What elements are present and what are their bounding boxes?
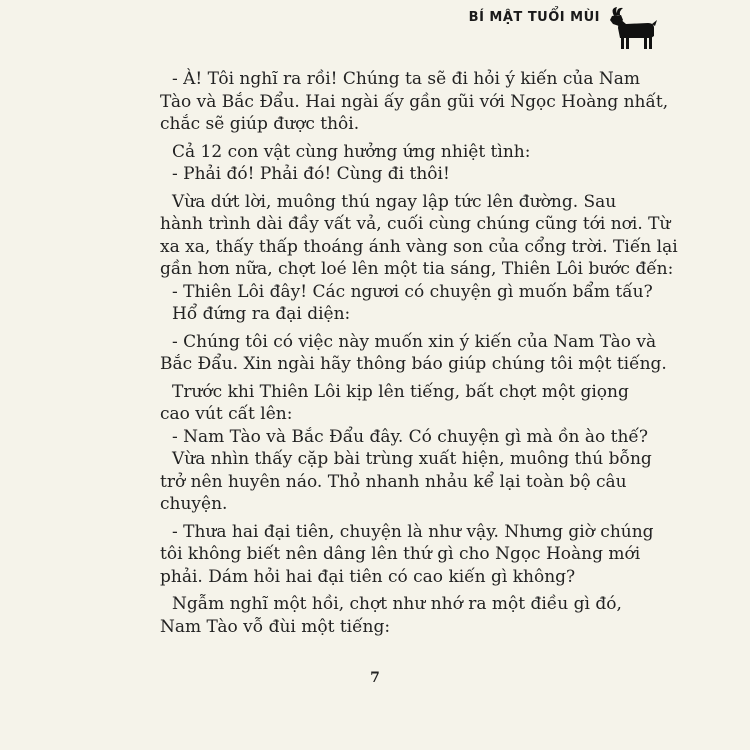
text-line: hành trình dài đầy vất vả, cuối cùng chúng cũng tới nơi. Từ <box>160 214 671 234</box>
text-line: xa xa, thấy thấp thoáng ánh vàng son của cổng trời. Tiến lại <box>160 236 678 257</box>
text-line: Bắc Đẩu. Xin ngài hãy thông báo giúp chúng tôi một tiếng. <box>160 354 667 374</box>
text-line: - Chúng tôi có việc này muốn xin ý kiến của Nam Tào và <box>172 331 657 352</box>
text-line: Vừa dứt lời, muông thú ngay lập tức lên đường. Sau <box>172 191 617 212</box>
page-number: 7 <box>370 670 380 686</box>
text-line: chuyện. <box>160 494 228 514</box>
text-line: gần hơn nữa, chợt loé lên một tia sáng, Thiên Lôi bước đến: <box>160 259 674 279</box>
text-line: Ngẫm nghĩ một hồi, chợt như nhớ ra một điều gì đó, <box>172 594 622 614</box>
text-line: cao vút cất lên: <box>160 404 293 424</box>
text-line: Vừa nhìn thấy cặp bài trùng xuất hiện, muông thú bỗng <box>172 449 652 469</box>
text-line: chắc sẽ giúp được thôi. <box>160 114 360 134</box>
text-line: tôi không biết nên dâng lên thứ gì cho Ngọc Hoàng mới <box>160 544 641 564</box>
text-line: Trước khi Thiên Lôi kịp lên tiếng, bất chợt một giọng <box>172 381 629 402</box>
text-line: Tào và Bắc Đẩu. Hai ngài ấy gần gũi với Ngọc Hoàng nhất, <box>160 91 669 112</box>
body-text <box>160 68 678 638</box>
text-line: Cả 12 con vật cùng hưởng ứng nhiệt tình: <box>172 141 531 162</box>
text-line: Nam Tào vỗ đùi một tiếng: <box>160 616 391 637</box>
text-line: phải. Dám hỏi hai đại tiên có cao kiến gì không? <box>160 566 576 587</box>
text-line: Hổ đứng ra đại diện: <box>172 304 351 324</box>
text-line: - Phải đó! Phải đó! Cùng đi thôi! <box>172 164 450 184</box>
goat-icon <box>608 6 658 50</box>
text-line: - Nam Tào và Bắc Đẩu đây. Có chuyện gì mà ồn ào thế? <box>172 426 649 447</box>
text-line: trở nên huyên náo. Thỏ nhanh nhảu kể lại toàn bộ câu <box>160 471 627 492</box>
text-line: - À! Tôi nghĩ ra rồi! Chúng ta sẽ đi hỏi ý kiến của Nam <box>172 69 641 89</box>
running-header-title: BÍ MẬT TUỔI MÙI <box>468 10 600 25</box>
text-line: - Thưa hai đại tiên, chuyện là như vậy. Nhưng giờ chúng <box>172 521 654 542</box>
text-line: - Thiên Lôi đây! Các ngươi có chuyện gì muốn bẩm tấu? <box>172 281 653 302</box>
